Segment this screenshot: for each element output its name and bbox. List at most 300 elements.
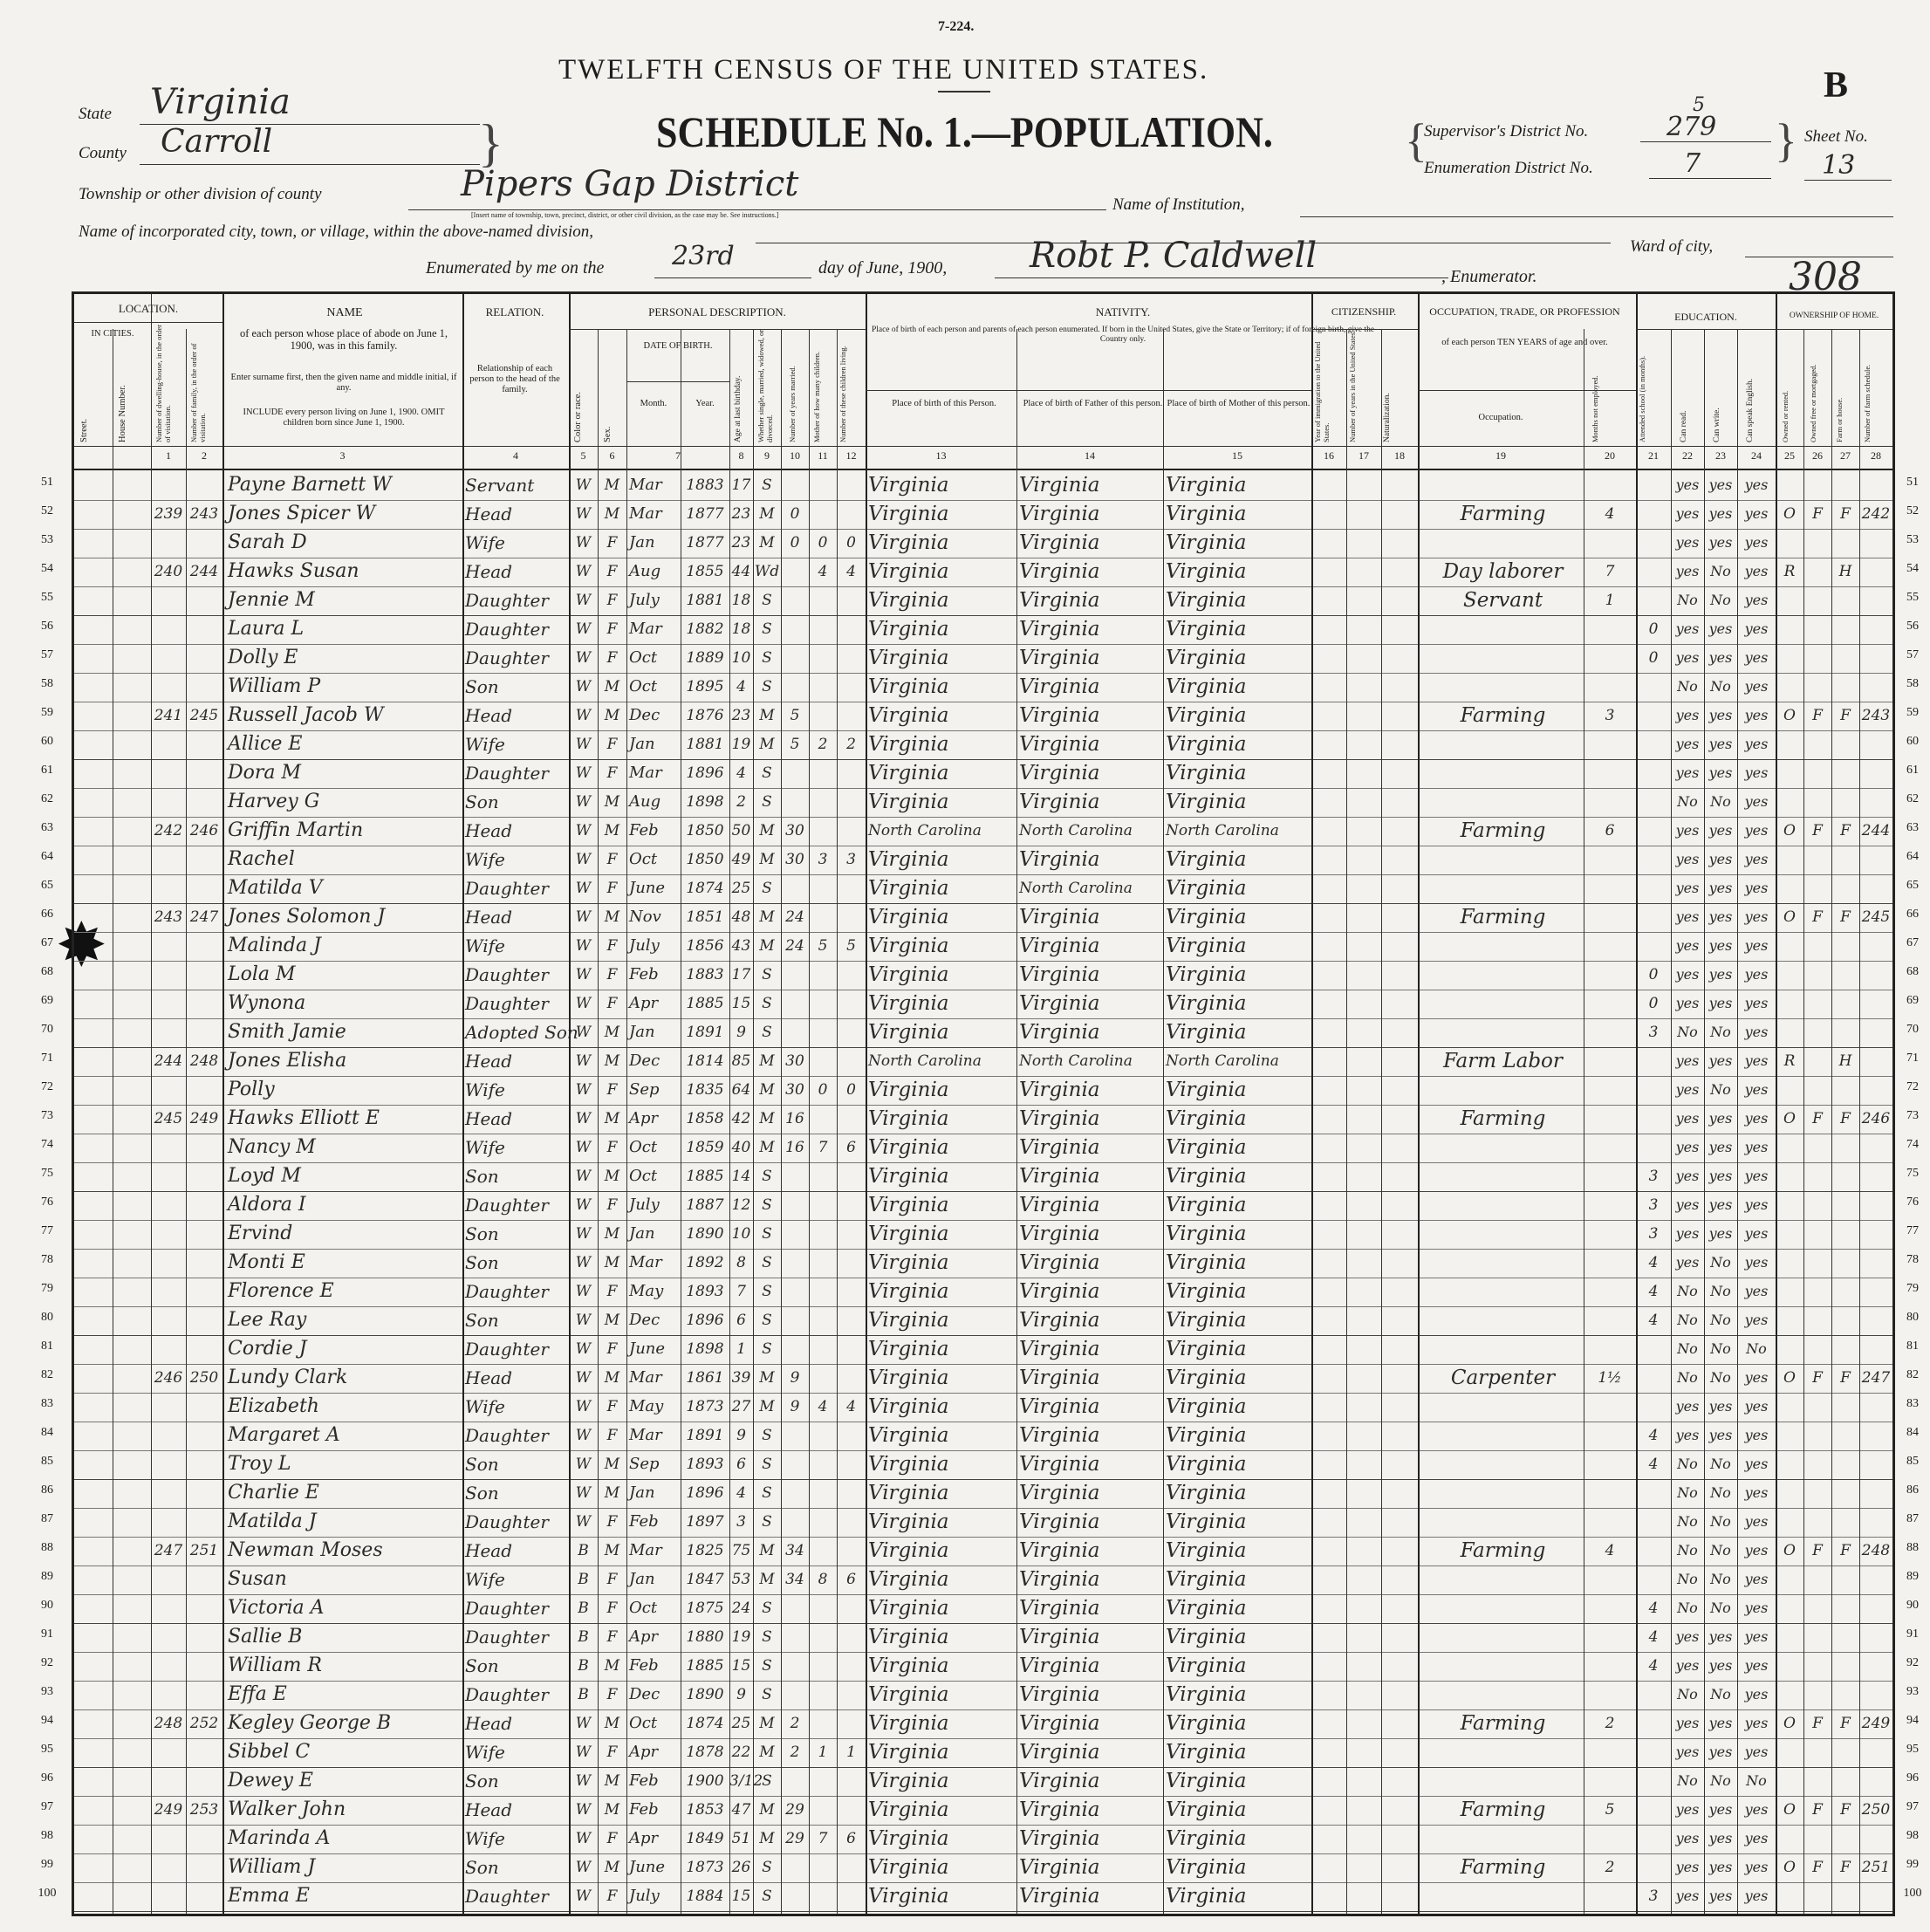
table-row <box>74 1479 1892 1509</box>
col-sex: Sex. <box>603 426 613 442</box>
column-rule <box>222 294 224 1914</box>
cell-speak: yes <box>1744 1887 1769 1904</box>
cell-sex: F <box>606 1686 618 1703</box>
cell-bp: Virginia <box>868 1079 949 1101</box>
cell-bm: Virginia <box>1166 1136 1247 1159</box>
cell-month: Oct <box>629 1167 658 1185</box>
cell-color: W <box>575 937 592 955</box>
cell-ym: 0 <box>790 505 800 523</box>
cell-year: 1881 <box>686 592 724 609</box>
cell-write: yes <box>1708 1427 1733 1443</box>
cell-bf: Virginia <box>1019 906 1100 928</box>
column-number: 21 <box>1648 449 1659 462</box>
cell-marital: S <box>762 620 772 638</box>
col-naturalization: Naturalization. <box>1383 393 1392 442</box>
cell-bm: Virginia <box>1166 1280 1247 1303</box>
line-number-right: 64 <box>1906 850 1919 863</box>
cell-write: yes <box>1708 1139 1733 1155</box>
cell-write: yes <box>1708 880 1733 896</box>
cell-mne: 5 <box>1605 1801 1615 1819</box>
cell-month: Jan <box>629 1023 655 1041</box>
cell-age: 4 <box>736 1484 746 1502</box>
line-number-left: 71 <box>41 1052 53 1065</box>
line-number-left: 100 <box>38 1887 57 1900</box>
cell-bf: Virginia <box>1019 1482 1100 1504</box>
cell-age: 18 <box>731 592 751 609</box>
cell-family: 248 <box>189 1052 219 1070</box>
cell-month: June <box>629 1339 666 1358</box>
cell-bf: Virginia <box>1019 1683 1100 1706</box>
column-number: 7 <box>675 449 681 462</box>
cell-cl: 0 <box>846 1081 856 1099</box>
table-row <box>74 1249 1892 1278</box>
column-rule <box>626 329 627 1914</box>
cell-relation: Head <box>465 907 513 928</box>
cell-family: 243 <box>189 505 219 523</box>
cell-age: 40 <box>731 1139 751 1156</box>
cell-bm: Virginia <box>1166 503 1247 525</box>
cell-sex: F <box>606 1427 618 1444</box>
cell-bm: Virginia <box>1166 1568 1247 1591</box>
cell-year: 1847 <box>686 1571 724 1588</box>
line-number-right: 86 <box>1906 1483 1919 1497</box>
cell-sch: 3 <box>1648 1225 1659 1243</box>
cell-color: W <box>575 1744 592 1761</box>
line-number-left: 82 <box>41 1368 53 1381</box>
cell-color: W <box>575 1427 592 1444</box>
cell-color: W <box>575 1340 592 1358</box>
cell-month: Apr <box>629 1743 659 1761</box>
cell-age: 1 <box>736 1340 746 1358</box>
column-rule <box>1671 329 1672 1914</box>
cell-color: W <box>575 1801 592 1819</box>
column-rule <box>1418 294 1420 1914</box>
cell-write: yes <box>1708 1168 1733 1184</box>
cell-relation: Son <box>465 1223 499 1244</box>
table-row <box>74 1278 1892 1307</box>
line-number-left: 85 <box>41 1455 53 1468</box>
cell-color: W <box>575 1715 592 1732</box>
col-age: Age at last birthday. <box>734 375 743 442</box>
cell-name: William P <box>228 675 321 697</box>
cell-bf: Virginia <box>1019 762 1100 784</box>
cell-occ: Servant <box>1462 589 1543 612</box>
cell-sex: F <box>606 1628 618 1646</box>
cell-color: W <box>575 592 592 609</box>
cell-read: yes <box>1675 736 1700 752</box>
cell-read: yes <box>1675 476 1700 493</box>
line-number-right: 79 <box>1906 1282 1919 1295</box>
cell-bm: Virginia <box>1166 1107 1247 1130</box>
cell-age: 15 <box>731 1887 751 1905</box>
group-education: EDUCATION. <box>1674 311 1737 323</box>
cell-month: Mar <box>629 1368 662 1387</box>
line-number-right: 92 <box>1906 1656 1919 1669</box>
cell-marital: S <box>762 1600 772 1617</box>
cell-bp: Virginia <box>868 1683 949 1706</box>
cell-relation: Daughter <box>465 878 549 899</box>
cell-age: 19 <box>731 1628 751 1646</box>
cell-fs: 244 <box>1861 822 1891 839</box>
cell-bm: Virginia <box>1166 1453 1247 1476</box>
cell-write: No <box>1710 1542 1731 1559</box>
cell-ym: 34 <box>785 1542 804 1559</box>
cell-age: 47 <box>731 1801 751 1819</box>
cell-read: yes <box>1675 822 1700 839</box>
cell-write: yes <box>1708 966 1733 983</box>
cell-age: 9 <box>736 1686 746 1703</box>
cell-bp: Virginia <box>868 1223 949 1245</box>
cell-cl: 0 <box>846 534 856 552</box>
cell-speak: yes <box>1744 1110 1769 1127</box>
cell-write: No <box>1710 563 1731 579</box>
cell-sch: 4 <box>1648 1657 1659 1675</box>
column-number-rule <box>74 446 1892 447</box>
cell-bm: Virginia <box>1166 935 1247 957</box>
cell-sex: M <box>604 1369 620 1387</box>
column-number: 18 <box>1394 449 1405 462</box>
col-farm-house: Farm or house. <box>1835 397 1844 442</box>
cell-write: yes <box>1708 851 1733 867</box>
cell-relation: Head <box>465 561 513 582</box>
cell-ym: 29 <box>785 1830 804 1847</box>
cell-speak: yes <box>1744 1859 1769 1875</box>
cell-read: yes <box>1675 620 1700 637</box>
cell-bp: Virginia <box>868 1280 949 1303</box>
cell-name: Malinda J <box>228 935 321 956</box>
cell-bp: Virginia <box>868 704 949 727</box>
column-number: 3 <box>339 449 346 462</box>
cell-relation: Son <box>465 1310 499 1331</box>
cell-color: W <box>575 908 592 926</box>
cell-name: Margaret A <box>228 1424 340 1446</box>
cell-relation: Daughter <box>465 1598 549 1619</box>
cell-read: No <box>1677 1571 1698 1587</box>
cell-sex: F <box>606 736 618 753</box>
cell-month: July <box>629 591 660 609</box>
cell-marital: S <box>762 649 772 667</box>
cell-month: Jan <box>629 1483 655 1502</box>
column-number: 19 <box>1495 449 1506 462</box>
cell-bp: North Carolina <box>868 1052 982 1070</box>
line-number-left: 67 <box>41 936 53 949</box>
table-row <box>74 471 1892 501</box>
col-marital: Whether single, married, widowed, or divorced. <box>756 329 774 442</box>
line-number-right: 81 <box>1906 1339 1919 1353</box>
cell-write: No <box>1710 1456 1731 1472</box>
table-row <box>74 1134 1892 1163</box>
cell-fm: F <box>1812 1801 1823 1819</box>
ward-label: Ward of city, <box>1630 237 1714 256</box>
line-number-right: 89 <box>1906 1570 1919 1583</box>
cell-name: Newman Moses <box>228 1539 383 1561</box>
line-number-right: 85 <box>1906 1455 1919 1468</box>
cell-relation: Wife <box>465 1569 505 1590</box>
column-number: 4 <box>513 449 518 462</box>
cell-relation: Daughter <box>465 647 549 668</box>
cell-occ: Farming <box>1460 906 1546 928</box>
cell-read: yes <box>1675 1196 1700 1213</box>
col-family-number: Number of family, in the order of visitation. <box>189 343 207 442</box>
cell-speak: No <box>1746 1772 1767 1789</box>
supervisor-label: Supervisor's District No. <box>1424 122 1589 140</box>
column-rule <box>1016 329 1017 1914</box>
line-number-left: 81 <box>41 1339 53 1353</box>
form-number: 7-224. <box>938 19 975 34</box>
cell-write: No <box>1710 1024 1731 1040</box>
cell-bp: Virginia <box>868 1395 949 1418</box>
line-number-left: 56 <box>41 620 53 633</box>
cell-write: yes <box>1708 908 1733 925</box>
column-number: 5 <box>580 449 586 462</box>
line-number-right: 60 <box>1906 735 1919 748</box>
line-number-left: 76 <box>41 1196 53 1209</box>
col-occupation-title: OCCUPATION, TRADE, OR PROFESSION <box>1429 305 1620 318</box>
cell-speak: yes <box>1744 534 1769 551</box>
cell-name: Dolly E <box>228 647 298 668</box>
cell-speak: No <box>1746 1340 1767 1357</box>
cell-mne: 1 <box>1605 592 1615 609</box>
cell-write: yes <box>1708 1859 1733 1875</box>
column-rule <box>186 329 187 1914</box>
group-in-cities: IN CITIES. <box>91 329 134 339</box>
table-row <box>74 1220 1892 1250</box>
cell-bp: Virginia <box>868 1021 949 1044</box>
cell-bp: Virginia <box>868 1827 949 1850</box>
cell-speak: yes <box>1744 1571 1769 1587</box>
cell-read: No <box>1677 1456 1698 1472</box>
cell-name: Susan <box>228 1568 287 1590</box>
column-number: 11 <box>818 449 828 462</box>
group-personal: PERSONAL DESCRIPTION. <box>648 305 786 319</box>
county-value: Carroll <box>161 124 273 160</box>
cell-fs: 243 <box>1861 707 1891 724</box>
cell-month: Mar <box>629 1253 662 1271</box>
cell-speak: yes <box>1744 707 1769 723</box>
cell-speak: yes <box>1744 1715 1769 1731</box>
cell-sch: 4 <box>1648 1628 1659 1646</box>
cell-age: 10 <box>731 649 751 667</box>
cell-ym: 5 <box>790 736 800 753</box>
cell-speak: yes <box>1744 649 1769 666</box>
cell-marital: M <box>759 1542 775 1559</box>
cell-family: 244 <box>189 563 219 580</box>
col-relation-desc: Relationship of each person to the head of the family. <box>469 364 560 395</box>
subheading-rule <box>74 322 222 323</box>
line-number-left: 73 <box>41 1109 53 1122</box>
cell-bf: Virginia <box>1019 1165 1100 1188</box>
cell-fm: F <box>1812 505 1823 523</box>
cell-bp: Virginia <box>868 589 949 612</box>
cell-bm: Virginia <box>1166 762 1247 784</box>
cell-age: 64 <box>731 1081 751 1099</box>
cell-year: 1825 <box>686 1542 724 1559</box>
cell-read: yes <box>1675 1398 1700 1415</box>
cell-age: 25 <box>731 880 751 897</box>
cell-year: 1890 <box>686 1225 724 1243</box>
cell-read: No <box>1677 1283 1698 1299</box>
cell-marital: S <box>762 1427 772 1444</box>
cell-write: yes <box>1708 995 1733 1011</box>
cell-month: Mar <box>629 504 662 523</box>
cell-read: yes <box>1675 707 1700 723</box>
cell-sex: F <box>606 966 618 983</box>
line-number-right: 75 <box>1906 1167 1919 1180</box>
cell-name: Jones Solomon J <box>228 906 386 928</box>
col-birth-mother: Place of birth of Mother of this person. <box>1167 399 1311 408</box>
line-number-right: 69 <box>1906 994 1919 1007</box>
table-row <box>74 1450 1892 1480</box>
cell-occ: Carpenter <box>1450 1367 1556 1389</box>
cell-fh: F <box>1840 1542 1851 1559</box>
cell-year: 1875 <box>686 1600 724 1617</box>
cell-sch: 0 <box>1648 995 1659 1012</box>
line-number-left: 64 <box>41 850 53 863</box>
cell-bm: Virginia <box>1166 1424 1247 1447</box>
cell-sex: M <box>604 1312 620 1329</box>
column-number: 23 <box>1715 449 1726 462</box>
cell-marital: S <box>762 1887 772 1905</box>
header-bottom-rule <box>74 469 1892 470</box>
cell-write: yes <box>1708 534 1733 551</box>
group-ownership: OWNERSHIP OF HOME. <box>1789 312 1879 320</box>
column-number: 27 <box>1840 449 1851 462</box>
cell-sex: F <box>606 1139 618 1156</box>
cell-marital: S <box>762 1196 772 1214</box>
cell-relation: Head <box>465 504 513 524</box>
state-label: State <box>79 105 112 123</box>
line-number-right: 71 <box>1906 1052 1919 1065</box>
line-number-left: 75 <box>41 1167 53 1180</box>
cell-ym: 24 <box>785 908 804 926</box>
cell-marital: Wd <box>754 563 780 580</box>
cell-write: yes <box>1708 1744 1733 1760</box>
cell-write: No <box>1710 592 1731 608</box>
cell-sex: F <box>606 764 618 782</box>
table-row <box>74 702 1892 731</box>
cell-month: Aug <box>629 562 661 580</box>
cell-sch: 3 <box>1648 1168 1659 1185</box>
cell-fs: 247 <box>1861 1369 1891 1387</box>
column-rule <box>753 329 754 1914</box>
cell-color: B <box>578 1542 589 1559</box>
cell-read: yes <box>1675 1744 1700 1760</box>
line-number-right: 80 <box>1906 1311 1919 1324</box>
line-number-right: 68 <box>1906 965 1919 978</box>
cell-age: 49 <box>731 851 751 868</box>
schedule-title: SCHEDULE No. 1.—POPULATION. <box>656 107 1273 156</box>
cell-relation: Head <box>465 820 513 841</box>
col-can-write: Can write. <box>1713 408 1721 442</box>
line-number-right: 59 <box>1906 706 1919 719</box>
cell-bp: Virginia <box>868 1136 949 1159</box>
enumerator-label: , Enumerator. <box>1441 267 1537 286</box>
col-name-title: NAME <box>326 306 363 319</box>
cell-own: O <box>1783 707 1796 724</box>
cell-relation: Son <box>465 1771 499 1792</box>
cell-sex: M <box>604 1052 620 1070</box>
cell-year: 1882 <box>686 620 724 638</box>
cell-read: yes <box>1675 1859 1700 1875</box>
cell-bp: Virginia <box>868 935 949 957</box>
cell-read: No <box>1677 1312 1698 1328</box>
cell-year: 1850 <box>686 822 724 839</box>
cell-bm: Virginia <box>1166 1626 1247 1648</box>
cell-read: yes <box>1675 1657 1700 1674</box>
county-field <box>140 124 480 165</box>
cell-sch: 4 <box>1648 1283 1659 1300</box>
line-number-right: 91 <box>1906 1627 1919 1641</box>
cell-bp: Virginia <box>868 1107 949 1130</box>
cell-bf: Virginia <box>1019 647 1100 669</box>
cell-write: yes <box>1708 764 1733 781</box>
cell-relation: Head <box>465 1713 513 1734</box>
cell-speak: yes <box>1744 1542 1769 1559</box>
cell-bf: Virginia <box>1019 1223 1100 1245</box>
column-number: 22 <box>1682 449 1693 462</box>
cell-cl: 2 <box>846 736 856 753</box>
cell-write: yes <box>1708 937 1733 954</box>
cell-bm: Virginia <box>1166 1021 1247 1044</box>
cell-sex: F <box>606 1744 618 1761</box>
table-row <box>74 903 1892 933</box>
cell-name: Kegley George B <box>228 1712 392 1734</box>
cell-bf: Virginia <box>1019 791 1100 813</box>
cell-speak: yes <box>1744 1283 1769 1299</box>
cell-bp: Virginia <box>868 1568 949 1591</box>
cell-bp: Virginia <box>868 1482 949 1504</box>
cell-name: Troy L <box>228 1453 291 1475</box>
cell-read: No <box>1677 1369 1698 1386</box>
cell-fh: F <box>1840 707 1851 724</box>
cell-occ: Farming <box>1460 704 1546 727</box>
line-number-left: 74 <box>41 1138 53 1151</box>
cell-color: W <box>575 1052 592 1070</box>
cell-sch: 0 <box>1648 649 1659 667</box>
cell-sex: M <box>604 1542 620 1559</box>
cell-color: B <box>578 1686 589 1703</box>
column-number: 14 <box>1085 449 1095 462</box>
line-number-right: 82 <box>1906 1368 1919 1381</box>
cell-age: 17 <box>731 476 751 494</box>
cell-bm: Virginia <box>1166 589 1247 612</box>
cell-name: Loyd M <box>228 1165 301 1187</box>
cell-year: 1883 <box>686 476 724 494</box>
line-number-left: 61 <box>41 764 53 777</box>
line-number-right: 70 <box>1906 1023 1919 1036</box>
cell-color: W <box>575 649 592 667</box>
cell-read: yes <box>1675 1801 1700 1818</box>
cell-write: yes <box>1708 1801 1733 1818</box>
cell-age: 50 <box>731 822 751 839</box>
cell-color: W <box>575 1484 592 1502</box>
column-rule <box>151 294 152 1914</box>
cell-year: 1885 <box>686 995 724 1012</box>
cell-own: R <box>1783 563 1796 580</box>
cell-marital: S <box>762 1859 772 1876</box>
cell-bf: Virginia <box>1019 560 1100 583</box>
cell-year: 1874 <box>686 880 724 897</box>
cell-color: W <box>575 1168 592 1185</box>
right-brace-open: { <box>1405 114 1427 167</box>
cell-color: W <box>575 1456 592 1473</box>
cell-family: 249 <box>189 1110 219 1127</box>
line-number-left: 84 <box>41 1426 53 1439</box>
cell-relation: Daughter <box>465 1339 549 1360</box>
cell-bp: Virginia <box>868 992 949 1015</box>
cell-age: 23 <box>731 505 751 523</box>
cell-name: Aldora I <box>228 1194 306 1216</box>
